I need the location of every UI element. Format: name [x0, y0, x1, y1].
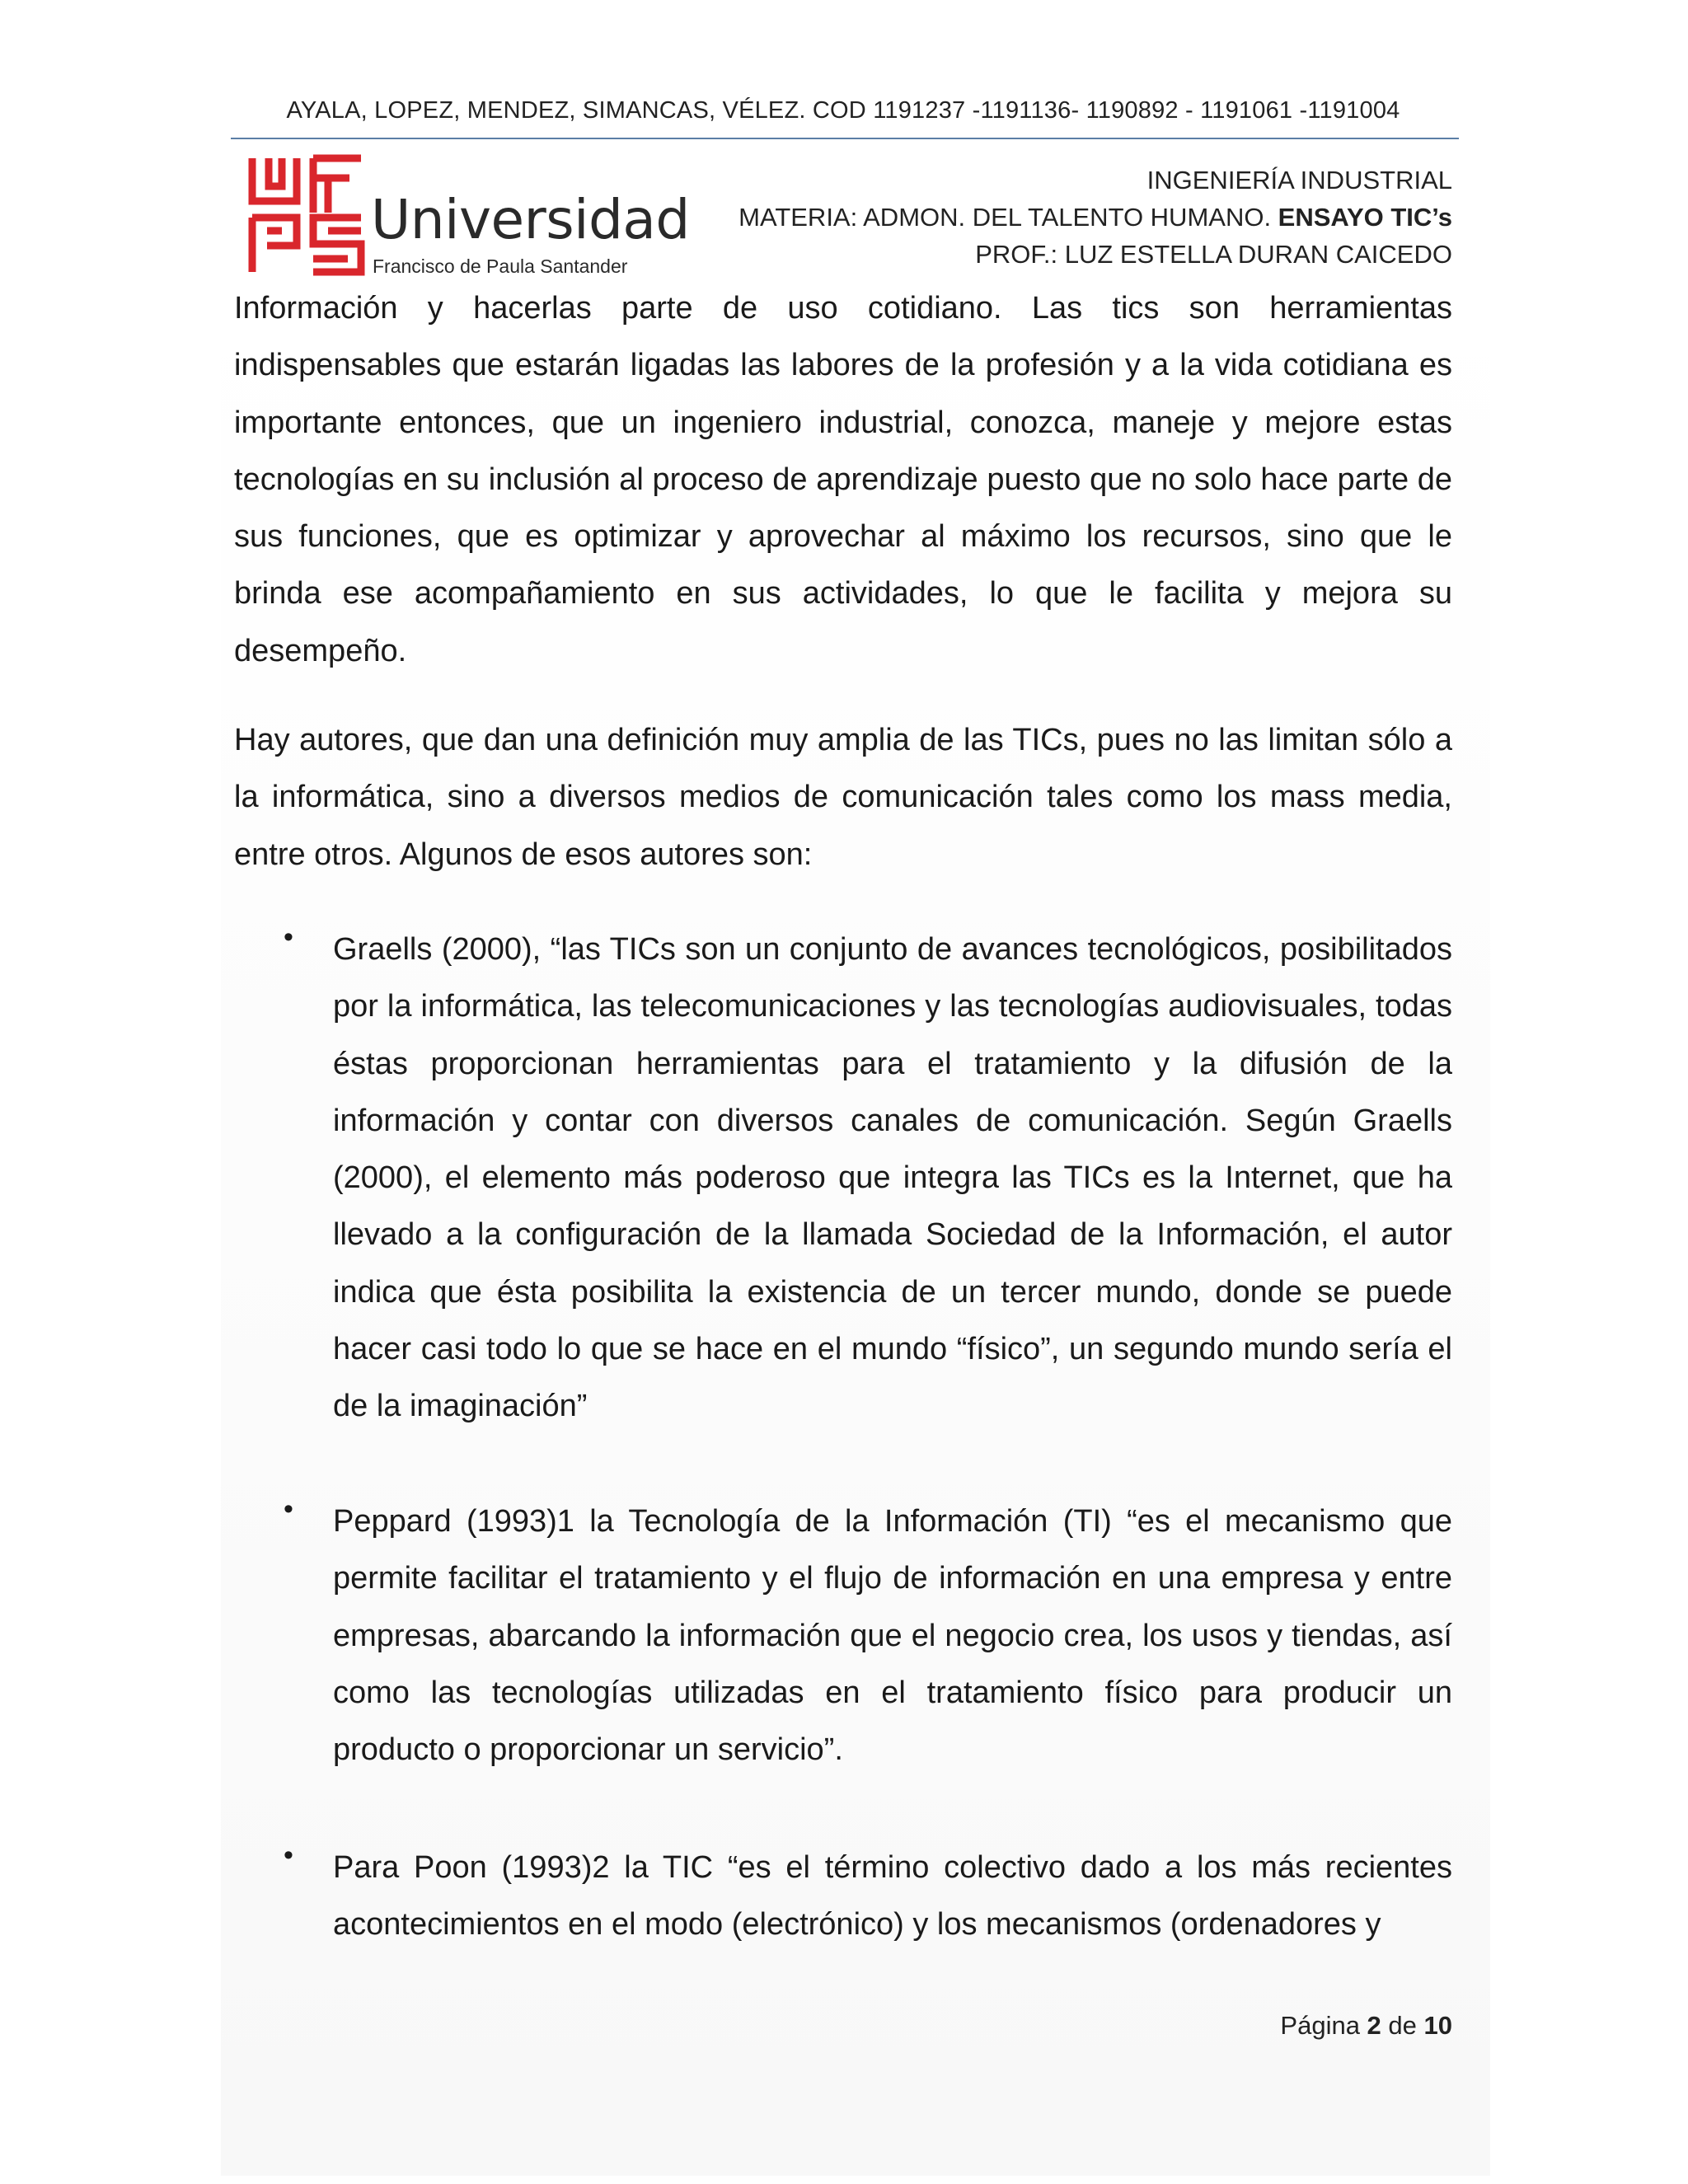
course-info — [738, 162, 1452, 273]
bullet-icon: • — [284, 1493, 293, 1525]
current-page: 2 — [1367, 2011, 1381, 2040]
bullet-icon: • — [284, 1840, 293, 1871]
bullet-item-peppard: Peppard (1993)1 la Tecnología de la Información (TI) “es el mecanismo que permite facilitar el tratamiento y el flujo de información en una empresa y entre empresas, abarcando la información que el negocio crea, los usos y tiendas, así como las tecnologías utilizadas en el tratamiento físico para producir un producto o proporcionar un servicio”. — [333, 1504, 1452, 1768]
subject-text: MATERIA: ADMON. DEL TALENTO HUMANO. — [738, 203, 1278, 232]
logo-subtitle: Francisco de Paula Santander — [373, 255, 628, 277]
bullet-item-graells: Graells (2000), “las TICs son un conjunto de avances tecnológicos, posibilitados por la informática, las telecomunicaciones y las tecnologías audiovisuales, todas éstas proporcionan herramientas para el tratamiento y la difusión de la información y contar con diversos canales de comunicación. Según Graells (2000), el elemento más poderoso que integra las TICs es la Internet, que ha llevado a la configuración de la llamada Sociedad de la Información, el autor indica que ésta posibilita la existencia de un tercer mundo, donde se puede hacer casi todo lo que se hace en el mundo “físico”, un segundo mundo sería el de la imaginación” — [333, 932, 1452, 1424]
university-logo — [246, 153, 690, 277]
page-label: Página — [1280, 2011, 1367, 2040]
bullet-icon: • — [284, 921, 293, 953]
program-name: INGENIERÍA INDUSTRIAL — [1146, 166, 1452, 194]
authors-header-line: AYALA, LOPEZ, MENDEZ, SIMANCAS, VÉLEZ. COD 1191237 -1191136- 1190892 - 1191061 -1191004 — [286, 97, 1400, 124]
bullet-item-poon: Para Poon (1993)2 la TIC “es el término colectivo dado a los más recientes acontecimientos en el modo (electrónico) y los mecanismos (ordenadores y — [333, 1850, 1452, 1943]
ufps-logo-mark — [246, 153, 368, 277]
page-number-footer — [1280, 2011, 1452, 2041]
paragraph-2: Hay autores, que dan una definición muy amplia de las TICs, pues no las limitan sólo a la informática, sino a diversos medios de comunicación tales como los mass media, entre otros. Algunos de esos autores son: — [234, 723, 1452, 872]
header-divider — [231, 138, 1459, 139]
subject-line — [738, 199, 1452, 236]
total-pages: 10 — [1423, 2011, 1452, 2040]
professor-name: PROF.: LUZ ESTELLA DURAN CAICEDO — [975, 240, 1452, 269]
paragraph-1: Información y hacerlas parte de uso cotidiano. Las tics son herramientas indispensables que estarán ligadas las labores de la profesión y a la vida cotidiana es importante entonces, que un ingeniero industrial, conozca, maneje y mejore estas tecnologías en su inclusión al proceso de aprendizaje puesto que no solo hace parte de sus funciones, que es optimizar y aprovechar al máximo los recursos, sino que le brinda ese acompañamiento en sus actividades, lo que le facilita y mejora su desempeño. — [234, 291, 1452, 668]
logo-wordmark: Universidad — [371, 188, 690, 251]
essay-title: ENSAYO TIC’s — [1278, 203, 1452, 232]
of-label: de — [1381, 2011, 1424, 2040]
